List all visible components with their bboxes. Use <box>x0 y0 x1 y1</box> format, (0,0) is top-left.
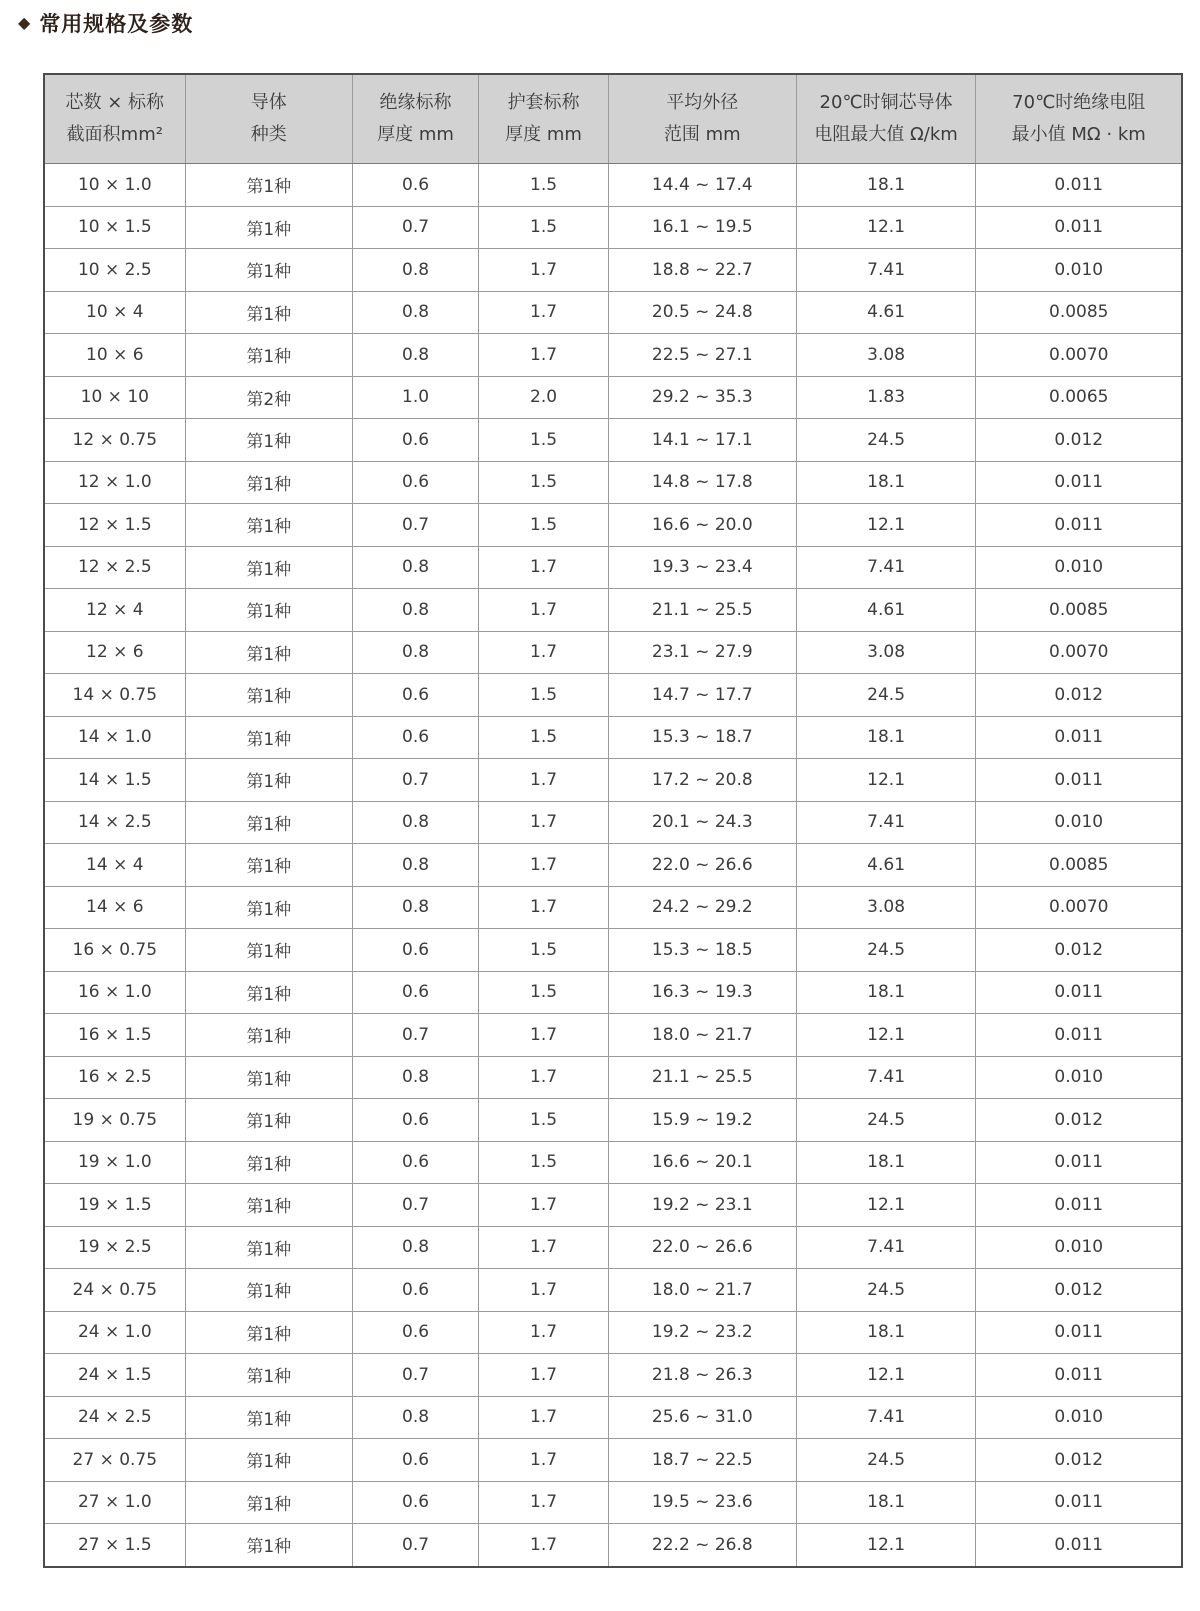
cell-min-insulation-resistance-70c: 0.010 <box>976 1056 1182 1099</box>
cell-insulation-thickness: 0.6 <box>352 419 478 462</box>
cell-max-conductor-resistance-20c: 4.61 <box>796 589 976 632</box>
cell-spec: 16 × 1.0 <box>44 971 185 1014</box>
cell-insulation-thickness: 0.8 <box>352 801 478 844</box>
cell-insulation-thickness: 0.6 <box>352 1481 478 1524</box>
cell-spec: 19 × 1.5 <box>44 1184 185 1227</box>
cell-sheath-thickness: 1.5 <box>479 461 609 504</box>
cell-insulation-thickness: 0.7 <box>352 206 478 249</box>
cell-min-insulation-resistance-70c: 0.011 <box>976 504 1182 547</box>
cell-conductor-type: 第1种 <box>185 1354 352 1397</box>
cell-outer-diameter-range: 22.0 ~ 26.6 <box>608 1226 796 1269</box>
cell-min-insulation-resistance-70c: 0.0070 <box>976 631 1182 674</box>
specifications-table <box>43 73 1183 1568</box>
cell-min-insulation-resistance-70c: 0.011 <box>976 461 1182 504</box>
cell-conductor-type: 第1种 <box>185 1099 352 1142</box>
cell-sheath-thickness: 1.5 <box>479 419 609 462</box>
table-row <box>44 801 1182 844</box>
cell-conductor-type: 第1种 <box>185 546 352 589</box>
cell-max-conductor-resistance-20c: 3.08 <box>796 886 976 929</box>
table-row <box>44 376 1182 419</box>
cell-max-conductor-resistance-20c: 7.41 <box>796 1226 976 1269</box>
cell-outer-diameter-range: 21.1 ~ 25.5 <box>608 1056 796 1099</box>
column-header-line1: 平均外径 <box>666 92 739 113</box>
cell-min-insulation-resistance-70c: 0.0085 <box>976 844 1182 887</box>
cell-spec: 10 × 10 <box>44 376 185 419</box>
cell-sheath-thickness: 1.7 <box>479 759 609 802</box>
cell-max-conductor-resistance-20c: 18.1 <box>796 1141 976 1184</box>
cell-max-conductor-resistance-20c: 18.1 <box>796 971 976 1014</box>
cell-conductor-type: 第1种 <box>185 164 352 207</box>
cell-insulation-thickness: 0.7 <box>352 1014 478 1057</box>
cell-sheath-thickness: 1.5 <box>479 971 609 1014</box>
table-row <box>44 1269 1182 1312</box>
cell-sheath-thickness: 1.5 <box>479 674 609 717</box>
cell-min-insulation-resistance-70c: 0.012 <box>976 674 1182 717</box>
cell-conductor-type: 第1种 <box>185 589 352 632</box>
cell-insulation-thickness: 0.8 <box>352 546 478 589</box>
cell-min-insulation-resistance-70c: 0.010 <box>976 546 1182 589</box>
table-row <box>44 716 1182 759</box>
cell-spec: 12 × 4 <box>44 589 185 632</box>
cell-min-insulation-resistance-70c: 0.011 <box>976 206 1182 249</box>
cell-sheath-thickness: 1.7 <box>479 1439 609 1482</box>
cell-spec: 27 × 0.75 <box>44 1439 185 1482</box>
cell-spec: 16 × 2.5 <box>44 1056 185 1099</box>
column-header-line1: 导体 <box>250 92 287 113</box>
cell-outer-diameter-range: 14.7 ~ 17.7 <box>608 674 796 717</box>
table-row <box>44 1524 1182 1567</box>
column-header-line2: 范围 mm <box>663 124 741 145</box>
cell-outer-diameter-range: 14.8 ~ 17.8 <box>608 461 796 504</box>
cell-insulation-thickness: 0.7 <box>352 759 478 802</box>
cell-insulation-thickness: 0.8 <box>352 844 478 887</box>
cell-max-conductor-resistance-20c: 24.5 <box>796 1439 976 1482</box>
table-row <box>44 419 1182 462</box>
section-title <box>18 8 193 38</box>
cell-outer-diameter-range: 18.7 ~ 22.5 <box>608 1439 796 1482</box>
cell-sheath-thickness: 1.7 <box>479 1269 609 1312</box>
cell-outer-diameter-range: 16.1 ~ 19.5 <box>608 206 796 249</box>
cell-sheath-thickness: 1.7 <box>479 1524 609 1567</box>
cell-outer-diameter-range: 18.8 ~ 22.7 <box>608 249 796 292</box>
cell-conductor-type: 第1种 <box>185 1396 352 1439</box>
cell-outer-diameter-range: 22.5 ~ 27.1 <box>608 334 796 377</box>
cell-spec: 16 × 1.5 <box>44 1014 185 1057</box>
cell-sheath-thickness: 1.7 <box>479 546 609 589</box>
cell-conductor-type: 第1种 <box>185 419 352 462</box>
cell-min-insulation-resistance-70c: 0.011 <box>976 1014 1182 1057</box>
cell-spec: 14 × 6 <box>44 886 185 929</box>
table-row <box>44 1099 1182 1142</box>
cell-max-conductor-resistance-20c: 24.5 <box>796 1269 976 1312</box>
cell-min-insulation-resistance-70c: 0.0070 <box>976 334 1182 377</box>
cell-sheath-thickness: 1.5 <box>479 716 609 759</box>
column-header-line1: 20℃时铜芯导体 <box>819 92 953 113</box>
cell-conductor-type: 第1种 <box>185 716 352 759</box>
cell-sheath-thickness: 2.0 <box>479 376 609 419</box>
cell-insulation-thickness: 0.7 <box>352 1184 478 1227</box>
cell-insulation-thickness: 0.6 <box>352 971 478 1014</box>
cell-max-conductor-resistance-20c: 18.1 <box>796 1311 976 1354</box>
cell-insulation-thickness: 0.7 <box>352 504 478 547</box>
cell-sheath-thickness: 1.5 <box>479 929 609 972</box>
cell-spec: 19 × 1.0 <box>44 1141 185 1184</box>
cell-sheath-thickness: 1.7 <box>479 1311 609 1354</box>
column-header-line2: 厚度 mm <box>505 124 582 145</box>
cell-spec: 24 × 2.5 <box>44 1396 185 1439</box>
cell-max-conductor-resistance-20c: 24.5 <box>796 419 976 462</box>
column-header-spec <box>44 74 185 164</box>
cell-insulation-thickness: 0.8 <box>352 334 478 377</box>
cell-insulation-thickness: 0.6 <box>352 1311 478 1354</box>
cell-max-conductor-resistance-20c: 12.1 <box>796 1014 976 1057</box>
cell-spec: 14 × 0.75 <box>44 674 185 717</box>
cell-outer-diameter-range: 16.6 ~ 20.0 <box>608 504 796 547</box>
cell-spec: 19 × 0.75 <box>44 1099 185 1142</box>
cell-spec: 10 × 2.5 <box>44 249 185 292</box>
page-title: 常用规格及参数 <box>39 12 194 36</box>
cell-max-conductor-resistance-20c: 18.1 <box>796 1481 976 1524</box>
table-row <box>44 1396 1182 1439</box>
cell-min-insulation-resistance-70c: 0.012 <box>976 1439 1182 1482</box>
cell-min-insulation-resistance-70c: 0.011 <box>976 164 1182 207</box>
cell-conductor-type: 第1种 <box>185 674 352 717</box>
cell-max-conductor-resistance-20c: 18.1 <box>796 164 976 207</box>
cell-max-conductor-resistance-20c: 4.61 <box>796 291 976 334</box>
cell-max-conductor-resistance-20c: 12.1 <box>796 1184 976 1227</box>
cell-outer-diameter-range: 23.1 ~ 27.9 <box>608 631 796 674</box>
cell-insulation-thickness: 0.6 <box>352 1439 478 1482</box>
cell-insulation-thickness: 0.8 <box>352 1226 478 1269</box>
cell-max-conductor-resistance-20c: 12.1 <box>796 504 976 547</box>
cell-sheath-thickness: 1.7 <box>479 1056 609 1099</box>
cell-max-conductor-resistance-20c: 4.61 <box>796 844 976 887</box>
cell-spec: 12 × 1.5 <box>44 504 185 547</box>
column-header-max-conductor-resistance-20c <box>796 74 976 164</box>
cell-outer-diameter-range: 22.0 ~ 26.6 <box>608 844 796 887</box>
cell-outer-diameter-range: 21.1 ~ 25.5 <box>608 589 796 632</box>
cell-max-conductor-resistance-20c: 7.41 <box>796 801 976 844</box>
cell-conductor-type: 第1种 <box>185 844 352 887</box>
cell-min-insulation-resistance-70c: 0.012 <box>976 1099 1182 1142</box>
cell-conductor-type: 第1种 <box>185 971 352 1014</box>
cell-sheath-thickness: 1.5 <box>479 1099 609 1142</box>
cell-insulation-thickness: 0.6 <box>352 1269 478 1312</box>
cell-outer-diameter-range: 19.2 ~ 23.2 <box>608 1311 796 1354</box>
cell-outer-diameter-range: 16.3 ~ 19.3 <box>608 971 796 1014</box>
cell-conductor-type: 第1种 <box>185 504 352 547</box>
cell-min-insulation-resistance-70c: 0.010 <box>976 249 1182 292</box>
table-row <box>44 1481 1182 1524</box>
cell-max-conductor-resistance-20c: 18.1 <box>796 461 976 504</box>
table-row <box>44 1226 1182 1269</box>
cell-spec: 10 × 1.5 <box>44 206 185 249</box>
cell-min-insulation-resistance-70c: 0.011 <box>976 1141 1182 1184</box>
cell-sheath-thickness: 1.7 <box>479 1226 609 1269</box>
table-row <box>44 1354 1182 1397</box>
table-row <box>44 291 1182 334</box>
cell-spec: 24 × 0.75 <box>44 1269 185 1312</box>
header-row <box>44 74 1182 164</box>
cell-conductor-type: 第1种 <box>185 886 352 929</box>
cell-conductor-type: 第1种 <box>185 631 352 674</box>
table-body <box>44 164 1182 1567</box>
cell-sheath-thickness: 1.5 <box>479 504 609 547</box>
cell-outer-diameter-range: 17.2 ~ 20.8 <box>608 759 796 802</box>
cell-min-insulation-resistance-70c: 0.011 <box>976 1354 1182 1397</box>
cell-outer-diameter-range: 19.3 ~ 23.4 <box>608 546 796 589</box>
table-row <box>44 929 1182 972</box>
column-header-insulation-thickness <box>352 74 478 164</box>
cell-spec: 10 × 4 <box>44 291 185 334</box>
cell-insulation-thickness: 0.8 <box>352 1396 478 1439</box>
column-header-line2: 种类 <box>250 124 287 145</box>
cell-spec: 14 × 1.0 <box>44 716 185 759</box>
cell-insulation-thickness: 0.6 <box>352 716 478 759</box>
cell-conductor-type: 第1种 <box>185 1524 352 1567</box>
cell-sheath-thickness: 1.7 <box>479 1396 609 1439</box>
cell-insulation-thickness: 0.8 <box>352 886 478 929</box>
column-header-outer-diameter-range <box>608 74 796 164</box>
cell-spec: 14 × 4 <box>44 844 185 887</box>
column-header-min-insulation-resistance-70c <box>976 74 1182 164</box>
table-row <box>44 674 1182 717</box>
cell-sheath-thickness: 1.7 <box>479 334 609 377</box>
table-row <box>44 971 1182 1014</box>
cell-min-insulation-resistance-70c: 0.010 <box>976 801 1182 844</box>
cell-insulation-thickness: 0.6 <box>352 461 478 504</box>
column-header-line1: 芯数 × 标称 <box>65 92 165 113</box>
cell-sheath-thickness: 1.7 <box>479 249 609 292</box>
cell-outer-diameter-range: 18.0 ~ 21.7 <box>608 1014 796 1057</box>
table-row <box>44 334 1182 377</box>
cell-insulation-thickness: 0.6 <box>352 1099 478 1142</box>
cell-outer-diameter-range: 16.6 ~ 20.1 <box>608 1141 796 1184</box>
table-row <box>44 631 1182 674</box>
cell-min-insulation-resistance-70c: 0.011 <box>976 759 1182 802</box>
column-header-line1: 70℃时绝缘电阻 <box>1012 92 1146 113</box>
cell-spec: 12 × 6 <box>44 631 185 674</box>
cell-sheath-thickness: 1.7 <box>479 801 609 844</box>
cell-max-conductor-resistance-20c: 7.41 <box>796 249 976 292</box>
cell-sheath-thickness: 1.7 <box>479 1184 609 1227</box>
cell-max-conductor-resistance-20c: 24.5 <box>796 929 976 972</box>
cell-outer-diameter-range: 18.0 ~ 21.7 <box>608 1269 796 1312</box>
diamond-bullet-icon: ◆ <box>18 13 31 32</box>
cell-sheath-thickness: 1.7 <box>479 631 609 674</box>
cell-sheath-thickness: 1.7 <box>479 886 609 929</box>
cell-min-insulation-resistance-70c: 0.011 <box>976 1481 1182 1524</box>
cell-conductor-type: 第2种 <box>185 376 352 419</box>
cell-spec: 10 × 6 <box>44 334 185 377</box>
table-row <box>44 1014 1182 1057</box>
cell-conductor-type: 第1种 <box>185 291 352 334</box>
cell-outer-diameter-range: 15.3 ~ 18.5 <box>608 929 796 972</box>
cell-conductor-type: 第1种 <box>185 1184 352 1227</box>
cell-spec: 14 × 1.5 <box>44 759 185 802</box>
cell-max-conductor-resistance-20c: 12.1 <box>796 759 976 802</box>
table-row <box>44 249 1182 292</box>
cell-outer-diameter-range: 21.8 ~ 26.3 <box>608 1354 796 1397</box>
cell-conductor-type: 第1种 <box>185 1056 352 1099</box>
cell-max-conductor-resistance-20c: 18.1 <box>796 716 976 759</box>
cell-outer-diameter-range: 20.5 ~ 24.8 <box>608 291 796 334</box>
cell-sheath-thickness: 1.5 <box>479 1141 609 1184</box>
cell-conductor-type: 第1种 <box>185 1269 352 1312</box>
column-header-line2: 最小值 MΩ · km <box>1011 124 1146 145</box>
table-row <box>44 844 1182 887</box>
cell-conductor-type: 第1种 <box>185 759 352 802</box>
cell-conductor-type: 第1种 <box>185 1141 352 1184</box>
cell-sheath-thickness: 1.7 <box>479 1481 609 1524</box>
cell-max-conductor-resistance-20c: 7.41 <box>796 546 976 589</box>
cell-min-insulation-resistance-70c: 0.011 <box>976 971 1182 1014</box>
cell-spec: 27 × 1.0 <box>44 1481 185 1524</box>
cell-sheath-thickness: 1.7 <box>479 589 609 632</box>
table-row <box>44 886 1182 929</box>
cell-max-conductor-resistance-20c: 12.1 <box>796 1354 976 1397</box>
cell-spec: 10 × 1.0 <box>44 164 185 207</box>
cell-sheath-thickness: 1.7 <box>479 1354 609 1397</box>
cell-insulation-thickness: 0.6 <box>352 1141 478 1184</box>
cell-insulation-thickness: 0.6 <box>352 929 478 972</box>
cell-max-conductor-resistance-20c: 3.08 <box>796 334 976 377</box>
cell-max-conductor-resistance-20c: 24.5 <box>796 1099 976 1142</box>
cell-insulation-thickness: 0.6 <box>352 164 478 207</box>
cell-spec: 12 × 0.75 <box>44 419 185 462</box>
cell-outer-diameter-range: 24.2 ~ 29.2 <box>608 886 796 929</box>
table-row <box>44 589 1182 632</box>
cell-insulation-thickness: 0.8 <box>352 291 478 334</box>
cell-spec: 19 × 2.5 <box>44 1226 185 1269</box>
table-row <box>44 1184 1182 1227</box>
cell-outer-diameter-range: 15.9 ~ 19.2 <box>608 1099 796 1142</box>
cell-conductor-type: 第1种 <box>185 1014 352 1057</box>
cell-min-insulation-resistance-70c: 0.011 <box>976 1311 1182 1354</box>
cell-max-conductor-resistance-20c: 1.83 <box>796 376 976 419</box>
cell-spec: 12 × 2.5 <box>44 546 185 589</box>
table-row <box>44 1056 1182 1099</box>
column-header-sheath-thickness <box>479 74 609 164</box>
cell-sheath-thickness: 1.5 <box>479 206 609 249</box>
cell-min-insulation-resistance-70c: 0.0070 <box>976 886 1182 929</box>
cell-min-insulation-resistance-70c: 0.0085 <box>976 291 1182 334</box>
cell-spec: 16 × 0.75 <box>44 929 185 972</box>
cell-max-conductor-resistance-20c: 7.41 <box>796 1396 976 1439</box>
cell-conductor-type: 第1种 <box>185 334 352 377</box>
cell-conductor-type: 第1种 <box>185 1439 352 1482</box>
cell-sheath-thickness: 1.5 <box>479 164 609 207</box>
cell-insulation-thickness: 0.6 <box>352 674 478 717</box>
cell-conductor-type: 第1种 <box>185 1481 352 1524</box>
cell-outer-diameter-range: 29.2 ~ 35.3 <box>608 376 796 419</box>
cell-min-insulation-resistance-70c: 0.012 <box>976 419 1182 462</box>
cell-conductor-type: 第1种 <box>185 461 352 504</box>
cell-max-conductor-resistance-20c: 3.08 <box>796 631 976 674</box>
cell-outer-diameter-range: 20.1 ~ 24.3 <box>608 801 796 844</box>
cell-max-conductor-resistance-20c: 24.5 <box>796 674 976 717</box>
cell-conductor-type: 第1种 <box>185 929 352 972</box>
table-row <box>44 461 1182 504</box>
cell-spec: 27 × 1.5 <box>44 1524 185 1567</box>
cell-max-conductor-resistance-20c: 7.41 <box>796 1056 976 1099</box>
cell-min-insulation-resistance-70c: 0.012 <box>976 1269 1182 1312</box>
column-header-conductor-type <box>185 74 352 164</box>
cell-outer-diameter-range: 15.3 ~ 18.7 <box>608 716 796 759</box>
cell-conductor-type: 第1种 <box>185 1226 352 1269</box>
cell-min-insulation-resistance-70c: 0.0085 <box>976 589 1182 632</box>
column-header-line2: 厚度 mm <box>377 124 454 145</box>
cell-sheath-thickness: 1.7 <box>479 291 609 334</box>
cell-outer-diameter-range: 14.1 ~ 17.1 <box>608 419 796 462</box>
cell-insulation-thickness: 0.7 <box>352 1354 478 1397</box>
table-header <box>44 74 1182 164</box>
table-row <box>44 504 1182 547</box>
cell-outer-diameter-range: 25.6 ~ 31.0 <box>608 1396 796 1439</box>
cell-spec: 24 × 1.5 <box>44 1354 185 1397</box>
table-row <box>44 546 1182 589</box>
cell-conductor-type: 第1种 <box>185 206 352 249</box>
table-row <box>44 1141 1182 1184</box>
cell-insulation-thickness: 0.8 <box>352 631 478 674</box>
cell-min-insulation-resistance-70c: 0.011 <box>976 1184 1182 1227</box>
cell-insulation-thickness: 0.8 <box>352 589 478 632</box>
cell-min-insulation-resistance-70c: 0.0065 <box>976 376 1182 419</box>
cell-max-conductor-resistance-20c: 12.1 <box>796 1524 976 1567</box>
cell-insulation-thickness: 0.7 <box>352 1524 478 1567</box>
cell-min-insulation-resistance-70c: 0.011 <box>976 1524 1182 1567</box>
cell-min-insulation-resistance-70c: 0.010 <box>976 1226 1182 1269</box>
cell-min-insulation-resistance-70c: 0.010 <box>976 1396 1182 1439</box>
cell-insulation-thickness: 1.0 <box>352 376 478 419</box>
cell-conductor-type: 第1种 <box>185 249 352 292</box>
cell-spec: 12 × 1.0 <box>44 461 185 504</box>
cell-spec: 24 × 1.0 <box>44 1311 185 1354</box>
cell-outer-diameter-range: 14.4 ~ 17.4 <box>608 164 796 207</box>
cell-insulation-thickness: 0.8 <box>352 249 478 292</box>
table-row <box>44 164 1182 207</box>
table-row <box>44 206 1182 249</box>
cell-insulation-thickness: 0.8 <box>352 1056 478 1099</box>
cell-min-insulation-resistance-70c: 0.011 <box>976 716 1182 759</box>
cell-sheath-thickness: 1.7 <box>479 1014 609 1057</box>
cell-min-insulation-resistance-70c: 0.012 <box>976 929 1182 972</box>
column-header-line2: 截面积mm² <box>66 124 163 145</box>
cell-outer-diameter-range: 19.2 ~ 23.1 <box>608 1184 796 1227</box>
cell-sheath-thickness: 1.7 <box>479 844 609 887</box>
cell-outer-diameter-range: 19.5 ~ 23.6 <box>608 1481 796 1524</box>
cell-max-conductor-resistance-20c: 12.1 <box>796 206 976 249</box>
cell-outer-diameter-range: 22.2 ~ 26.8 <box>608 1524 796 1567</box>
table-row <box>44 1439 1182 1482</box>
cell-conductor-type: 第1种 <box>185 801 352 844</box>
cell-conductor-type: 第1种 <box>185 1311 352 1354</box>
cell-spec: 14 × 2.5 <box>44 801 185 844</box>
column-header-line1: 绝缘标称 <box>379 92 452 113</box>
column-header-line1: 护套标称 <box>507 92 580 113</box>
table-row <box>44 759 1182 802</box>
column-header-line2: 电阻最大值 Ω/km <box>814 124 958 145</box>
table-row <box>44 1311 1182 1354</box>
